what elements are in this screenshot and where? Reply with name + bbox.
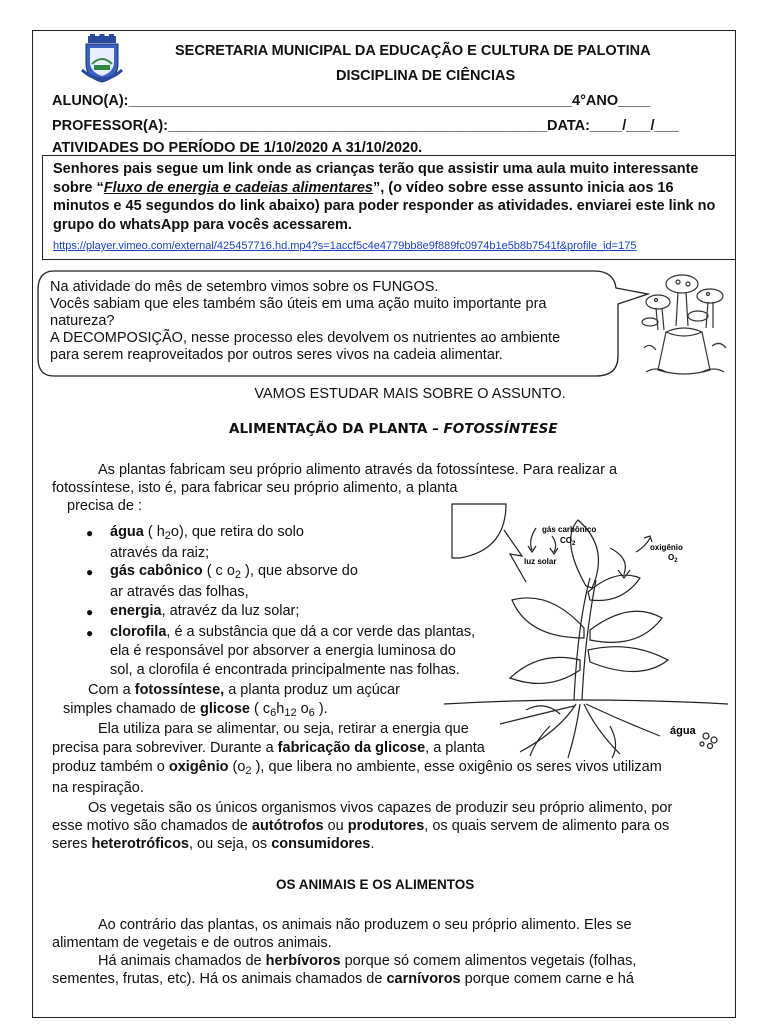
p4-consumidores: consumidores	[271, 836, 371, 852]
notice-text-b: ”, (o vídeo sobre esse assunto inicia aos 16 minutos e 45 segundos do link abaixo) para poder responder as atividades. enviarei este link no grupo do whatsApp para vocês acessarem.	[53, 179, 716, 233]
water-label: água	[670, 725, 696, 737]
secretaria-title: SECRETARIA MUNICIPAL DA EDUCAÇÃO E CULTURA DE PALOTINA	[175, 43, 651, 59]
o2-label: oxigênio	[650, 543, 683, 552]
p2-h: h	[276, 701, 285, 717]
item-agua-line-2: através da raiz;	[110, 545, 210, 561]
o2-formula	[668, 553, 678, 564]
s2-line-2: alimentam de vegetais e de outros animais.	[52, 935, 332, 951]
bubble-line-3: natureza?	[50, 313, 115, 329]
notice-box	[42, 155, 736, 260]
item-gas-term: gás cabônico	[110, 563, 203, 579]
p2-c: a planta produz um açúcar	[224, 682, 400, 698]
coat-of-arms-logo	[80, 34, 124, 84]
bubble-line-5: para serem reaproveitados por outros seres vivos na cadeia alimentar.	[50, 347, 503, 363]
p4-autotrofos: autótrofos	[251, 818, 324, 834]
p2-fotossintese: fotossíntese,	[134, 682, 225, 698]
p3-l2a: precisa para sobreviver. Durante a	[52, 740, 278, 756]
bullet-energia: ●	[86, 605, 94, 619]
s2-line-1: Ao contrário das plantas, os animais não produzem o seu próprio alimento. Eles se	[98, 917, 632, 933]
p4-heterotroficos: heterotróficos	[91, 836, 189, 852]
p3-l2c: , a planta	[425, 740, 485, 756]
item-clorofila	[110, 624, 475, 640]
notice-text-a: Senhores pais segue um link onde as crianças terão que assistir uma aula muito interessante sobre “	[53, 161, 699, 196]
bullet-gas: ●	[86, 565, 94, 579]
periodo-line: ATIVIDADES DO PERÍODO DE 1/10/2020 A 31/10/2020.	[52, 140, 423, 156]
p4-l3e: .	[370, 836, 375, 852]
photosynthesis-diagram	[440, 500, 730, 762]
s2-l4c: porque comem carne e há	[460, 971, 634, 987]
disciplina-title: DISCIPLINA DE CIÊNCIAS	[336, 68, 516, 84]
co2-formula	[560, 536, 576, 547]
sun-label: luz solar	[524, 557, 557, 566]
p2-line-2	[63, 701, 328, 717]
item-gas	[110, 563, 358, 579]
p2-line-1	[88, 682, 400, 698]
intro-text: VAMOS ESTUDAR MAIS SOBRE O ASSUNTO.	[254, 386, 566, 402]
item-clorofila-line-3: sol, a clorofila é encontrada principalmente nas folhas.	[110, 662, 460, 678]
item-agua-term: água	[110, 524, 144, 540]
p3-l3d: ), que libera no ambiente, esse oxigênio os seres vivos utilizam	[251, 759, 662, 775]
p1-line-3: precisa de :	[67, 498, 142, 514]
p4-l3c: , ou seja, os	[189, 836, 272, 852]
notice-topic: Fluxo de energia e cadeias alimentares	[103, 179, 373, 196]
item-clorofila-a: , é a substância que dá a cor verde das plantas,	[166, 624, 476, 640]
bullet-agua: ●	[86, 526, 94, 540]
item-energia-term: energia	[110, 603, 162, 619]
p2-a: Com a	[88, 682, 135, 698]
p3-oxigenio: oxigênio	[168, 759, 229, 775]
p3-l3a: produz também o	[52, 759, 169, 775]
o2-formula-base: O	[668, 553, 675, 562]
p1-line-1: As plantas fabricam seu próprio alimento através da fotossíntese. Para realizar a	[98, 462, 618, 478]
item-agua-sub: 2	[164, 530, 171, 542]
section1-title-b: FOTOSSÍNTESE	[443, 421, 558, 437]
bullet-clorofila: ●	[86, 626, 94, 640]
p3-line-1: Ela utiliza para se alimentar, ou seja, retirar a energia que	[98, 721, 469, 737]
bubble-text	[50, 279, 610, 364]
section1-title-a: ALIMENTAÇÃO DA PLANTA –	[229, 421, 444, 437]
item-agua	[110, 524, 304, 540]
professor-line[interactable]: PROFESSOR(A):_______________________________________________DATA:____/___/___	[52, 118, 679, 134]
sun-icon	[452, 504, 506, 558]
p4-l2e: , os quais servem de alimento para os	[424, 818, 670, 834]
s2-l3c: porque só comem alimentos vegetais (folhas,	[340, 953, 637, 969]
p2-d: simples chamado de	[63, 701, 201, 717]
s2-herbivoros: herbívoros	[265, 953, 341, 969]
p4-line-3	[52, 836, 374, 852]
co2-label: gás carbônico	[542, 525, 597, 534]
p2-h12: 12	[284, 707, 297, 719]
item-gas-line-2: ar através das folhas,	[110, 584, 249, 600]
section2-title: OS ANIMAIS E OS ALIMENTOS	[276, 877, 475, 892]
item-gas-sub: 2	[234, 569, 242, 581]
item-clorofila-term: clorofila	[110, 624, 167, 640]
item-energia	[110, 603, 299, 619]
p2-glicose: glicose	[200, 701, 250, 717]
aluno-line[interactable]: ALUNO(A):_______________________________________________________4°ANO____	[52, 93, 651, 109]
o2-formula-sub: 2	[674, 558, 678, 564]
p2-end: ).	[314, 701, 328, 717]
p4-l2a: esse motivo são chamados de	[52, 818, 252, 834]
video-link[interactable]: https://player.vimeo.com/external/425457716.hd.mp4?s=1accf5c4e4779bb8e9f889fc0974b1e5b8b7541f&profile_id=175	[53, 240, 637, 252]
s2-line-4	[52, 971, 634, 987]
item-clorofila-line-2: ela é responsável por absorver a energia luminosa do	[110, 643, 456, 659]
p4-line-2	[52, 818, 669, 834]
p3-o2-sub: 2	[245, 765, 252, 777]
p2-o6: 6	[308, 707, 315, 719]
co2-formula-base: CO	[560, 536, 572, 545]
p4-line-1: Os vegetais são os únicos organismos vivos capazes de produzir seu próprio alimento, por	[88, 800, 673, 816]
item-agua-a: ( h	[143, 524, 165, 540]
s2-carnivoros: carnívoros	[386, 971, 461, 987]
item-energia-a: , atravéz da luz solar;	[161, 603, 300, 619]
p4-l2c: ou	[323, 818, 348, 834]
section1-title	[229, 421, 558, 437]
s2-l4a: sementes, frutas, etc). Há os animais chamados de	[52, 971, 387, 987]
p4-l3a: seres	[52, 836, 92, 852]
p2-o: o	[296, 701, 309, 717]
mushroom-drawing	[636, 262, 732, 380]
p4-produtores: produtores	[347, 818, 425, 834]
bubble-line-1: Na atividade do mês de setembro vimos sobre os FUNGOS.	[50, 279, 439, 295]
item-agua-b: o), que retira do solo	[170, 524, 304, 540]
s2-line-3	[98, 953, 636, 969]
co2-formula-sub: 2	[572, 541, 576, 547]
p2-f: ( c	[249, 701, 271, 717]
s2-l3a: Há animais chamados de	[98, 953, 266, 969]
bubble-line-4: A DECOMPOSIÇÃO, nesse processo eles devolvem os nutrientes ao ambiente	[50, 330, 561, 346]
item-gas-b: ), que absorve do	[241, 563, 358, 579]
item-gas-a: ( c o	[202, 563, 235, 579]
p3-fabricacao: fabricação da glicose	[277, 740, 426, 756]
p1-line-2: fotossíntese, isto é, para fabricar seu próprio alimento, a planta	[52, 480, 458, 496]
p3-line-2	[52, 740, 485, 756]
p3-l3c: (o	[228, 759, 246, 775]
notice-text	[53, 160, 725, 234]
p3-line-4: na respiração.	[52, 780, 144, 796]
bubble-line-2: Vocês sabiam que eles também são úteis em uma ação muito importante pra	[50, 296, 547, 312]
p2-c6: 6	[270, 707, 277, 719]
